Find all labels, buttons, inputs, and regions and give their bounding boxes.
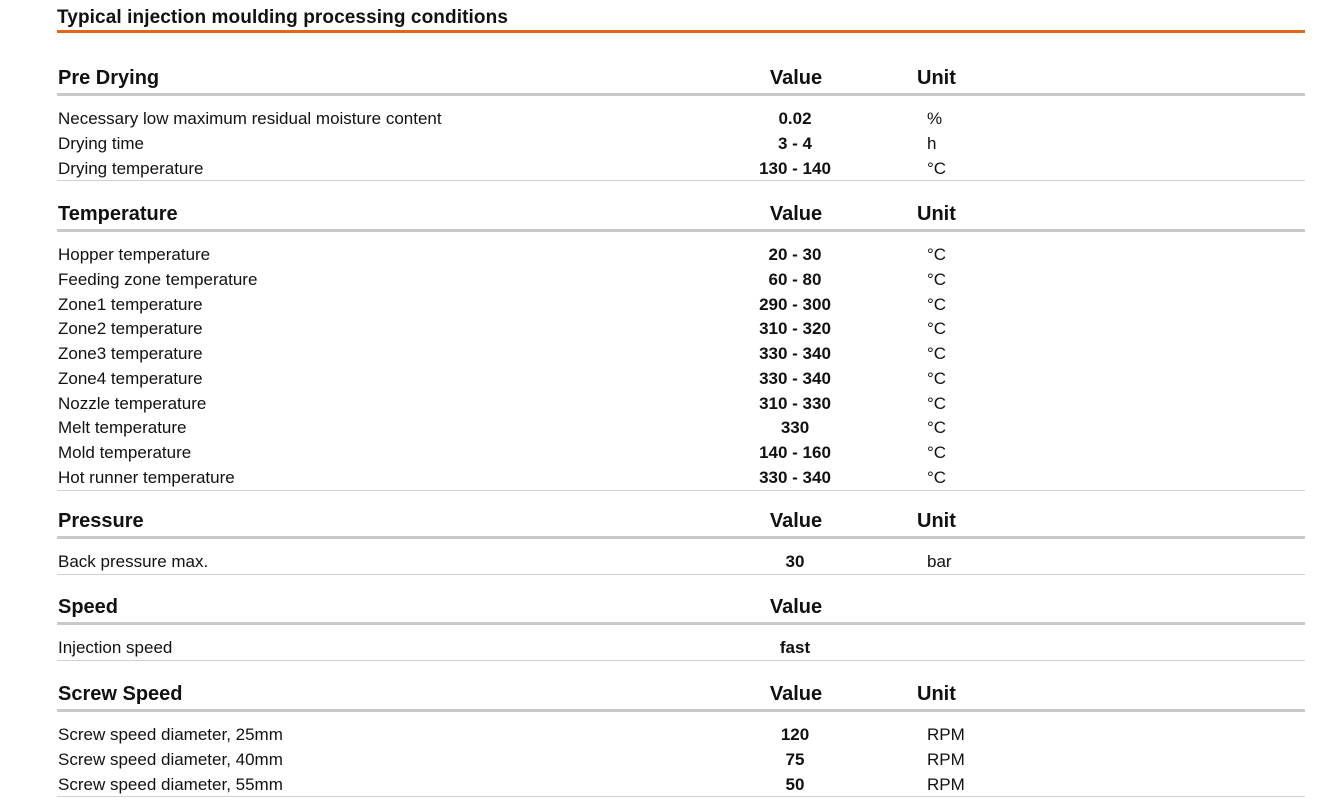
section-header: [57, 66, 1305, 92]
table-row: [57, 551, 1305, 576]
row-value: 30: [785, 552, 805, 571]
section-title: Screw Speed: [58, 683, 183, 705]
section-pressure: [57, 509, 1305, 576]
section-title: Temperature: [58, 203, 178, 225]
row-unit: h: [927, 133, 937, 153]
section-title: Pressure: [58, 510, 144, 532]
title-underline: [57, 30, 1305, 33]
table-row: [57, 467, 1305, 492]
row-unit: °C: [927, 443, 947, 462]
row-label: Hot runner temperature: [58, 467, 235, 487]
table-row: [57, 158, 1305, 183]
row-unit: °C: [927, 418, 947, 438]
unit-column-header: Unit: [917, 67, 956, 89]
row-value: 330: [780, 418, 810, 438]
section-header: [57, 595, 1305, 621]
row-unit: RPM: [927, 774, 965, 794]
row-value: 140 - 160: [759, 443, 831, 462]
section-speed: [57, 595, 1305, 662]
section-header: [57, 509, 1305, 535]
row-label: Zone1 temperature: [58, 294, 203, 314]
table-row: [57, 774, 1305, 799]
table-row: [57, 637, 1305, 662]
table-row: [57, 417, 1305, 442]
row-unit: °C: [927, 467, 947, 487]
row-unit: °C: [927, 294, 947, 314]
table-row: [57, 318, 1305, 343]
section-rows: [57, 724, 1305, 798]
value-column-header: Value: [769, 596, 823, 618]
section-title: Pre Drying: [58, 67, 160, 89]
row-label: Screw speed diameter, 25mm: [58, 725, 283, 744]
row-label: Mold temperature: [58, 443, 192, 462]
section-header-rule: [57, 93, 1305, 96]
row-value: 330 - 340: [759, 368, 831, 388]
table-row: [57, 108, 1305, 133]
row-unit: °C: [927, 344, 947, 363]
row-value: 75: [785, 749, 805, 769]
row-value: 290 - 300: [759, 294, 831, 314]
row-value: 310 - 320: [759, 319, 831, 339]
row-value: 20 - 30: [768, 245, 822, 264]
section-temperature: [57, 202, 1305, 492]
row-unit: °C: [927, 158, 947, 178]
section-pre-drying: [57, 66, 1305, 182]
unit-column-header: Unit: [917, 683, 956, 705]
value-column-header: Value: [769, 203, 823, 225]
row-unit: bar: [927, 552, 952, 571]
section-header-rule: [57, 622, 1305, 625]
row-label: Zone2 temperature: [58, 319, 203, 339]
row-unit: %: [927, 109, 943, 128]
row-label: Hopper temperature: [58, 245, 211, 264]
section-bottom-rule: [57, 796, 1305, 797]
section-header: [57, 202, 1305, 228]
section-bottom-rule: [57, 660, 1305, 661]
row-label: Screw speed diameter, 40mm: [58, 749, 283, 769]
table-row: [57, 269, 1305, 294]
section-header-rule: [57, 229, 1305, 232]
unit-column-header: Unit: [917, 203, 956, 225]
table-row: [57, 244, 1305, 269]
value-column-header: Value: [769, 510, 823, 532]
row-value: 3 - 4: [777, 133, 813, 153]
row-unit: °C: [927, 269, 947, 289]
row-label: Nozzle temperature: [58, 393, 207, 413]
table-row: [57, 294, 1305, 319]
row-unit: °C: [927, 245, 947, 264]
section-bottom-rule: [57, 180, 1305, 181]
row-value: 60 - 80: [768, 269, 822, 289]
section-header: [57, 682, 1305, 708]
section-bottom-rule: [57, 574, 1305, 575]
row-label: Feeding zone temperature: [58, 269, 258, 289]
row-label: Zone4 temperature: [58, 368, 203, 388]
section-title: Speed: [58, 596, 119, 618]
row-label: Zone3 temperature: [58, 344, 203, 363]
section-header-rule: [57, 709, 1305, 712]
table-row: [57, 724, 1305, 749]
section-bottom-rule: [57, 490, 1305, 491]
table-row: [57, 442, 1305, 467]
row-label: Drying temperature: [58, 158, 204, 178]
row-unit: °C: [927, 393, 947, 413]
unit-column-header: Unit: [917, 510, 956, 532]
row-value: 50: [785, 774, 805, 794]
page-title: Typical injection moulding processing conditions: [57, 7, 508, 28]
section-screw-speed: [57, 682, 1305, 798]
row-label: Screw speed diameter, 55mm: [58, 774, 283, 794]
row-label: Injection speed: [58, 638, 173, 657]
row-label: Necessary low maximum residual moisture content: [58, 109, 442, 128]
table-row: [57, 393, 1305, 418]
table-row: [57, 133, 1305, 158]
row-unit: °C: [927, 368, 947, 388]
row-value: 310 - 330: [759, 393, 831, 413]
row-label: Back pressure max.: [58, 552, 209, 571]
row-value: 120: [780, 725, 810, 744]
table-row: [57, 343, 1305, 368]
table-row: [57, 368, 1305, 393]
table-row: [57, 749, 1305, 774]
row-label: Melt temperature: [58, 418, 187, 438]
value-column-header: Value: [769, 683, 823, 705]
section-rows: [57, 637, 1305, 662]
row-value: 330 - 340: [759, 344, 831, 363]
section-rows: [57, 244, 1305, 492]
row-unit: °C: [927, 319, 947, 339]
row-unit: RPM: [927, 725, 965, 744]
section-header-rule: [57, 536, 1305, 539]
section-rows: [57, 108, 1305, 182]
row-label: Drying time: [58, 133, 144, 153]
value-column-header: Value: [769, 67, 823, 89]
row-unit: RPM: [927, 749, 965, 769]
section-rows: [57, 551, 1305, 576]
row-value: fast: [779, 638, 811, 657]
row-value: 130 - 140: [759, 158, 831, 178]
row-value: 0.02: [778, 109, 812, 128]
row-value: 330 - 340: [759, 467, 831, 487]
